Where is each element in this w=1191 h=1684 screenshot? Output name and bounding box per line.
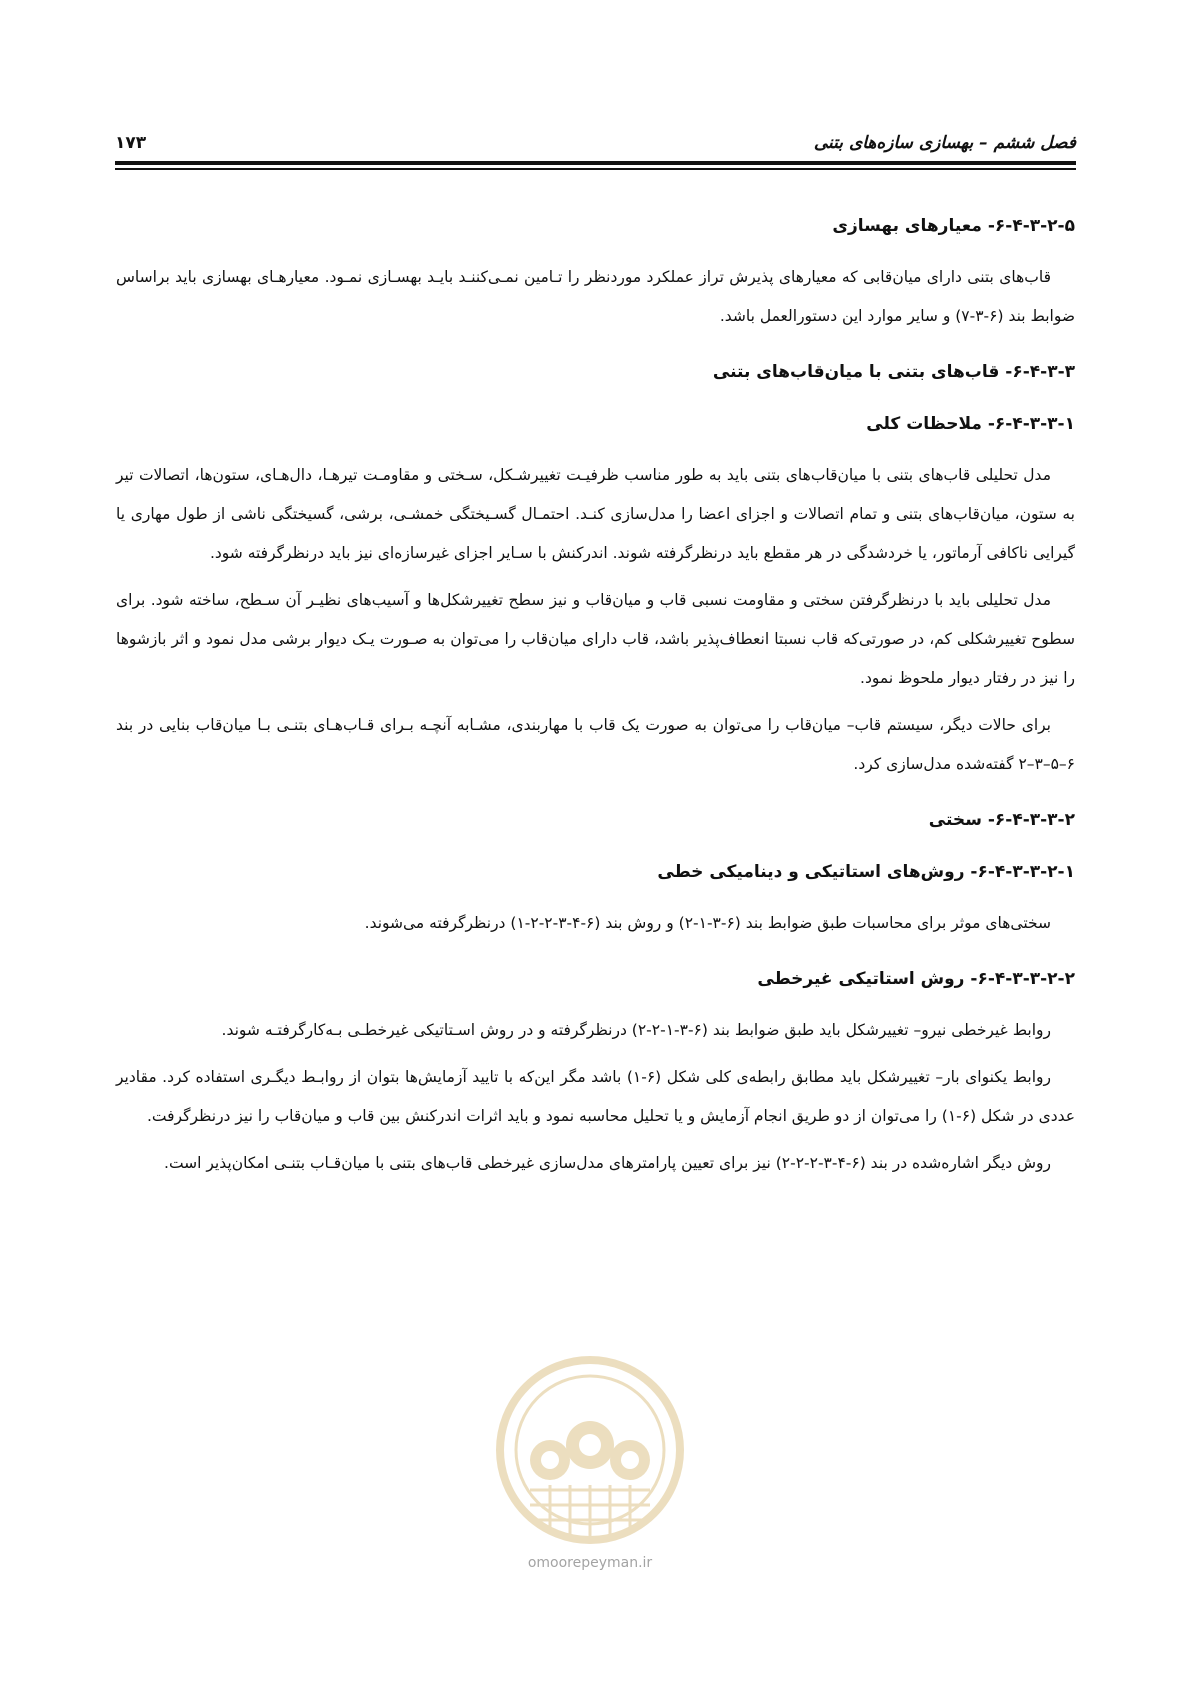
paragraph: برای حالات دیگر، سیستم قاب– میان‌قاب را می‌توان به صورت یک قاب با مهاربندی، مشـابه آنچـه بـرای قـاب‌هـای بتنـی بـا میان‌قاب بنایی در بند ۶–۵–۳–۲ گفته‌شده مدل‌سازی کرد.	[116, 716, 1075, 773]
running-header	[115, 128, 1076, 158]
body-content	[116, 210, 1075, 1203]
section-heading: ۶-۴-۳-۳- قاب‌های بتنی با میان‌قاب‌های بتنی	[712, 362, 1075, 382]
section-heading: ۶-۴-۳-۲-۵- معیارهای بهسازی	[832, 216, 1075, 236]
section-heading: ۶-۴-۳-۳-۲-۲- روش استاتیکی غیرخطی	[757, 969, 1075, 989]
chapter-title: فصل ششم – بهسازی سازه‌های بتنی	[813, 133, 1076, 153]
paragraph: سختی‌های موثر برای محاسبات طبق ضوابط بند (۶-۳-۱-۲) و روش بند (۶-۴-۳-۲-۲-۱) درنظرگرفته می‌شوند.	[364, 914, 1051, 932]
section-6-4-3-3-1	[116, 408, 1075, 784]
section-6-4-3-3-2	[116, 804, 1075, 836]
paragraph: روابط غیرخطی نیرو– تغییرشکل باید طبق ضوابط بند (۶-۳-۱-۲-۲) درنظرگرفته و در روش اسـتاتیکی غیرخطـی بـه‌کارگرفتـه شوند.	[221, 1021, 1051, 1039]
section-6-4-3-2-5	[116, 210, 1075, 336]
paragraph: مدل تحلیلی قاب‌های بتنی با میان‌قاب‌های بتنی باید به طور مناسب ظرفیـت تغییرشـکل، سـختی و مقاومـت تیرهـا، دال‌هـای، ستون‌ها، اتصالات تیر به ستون، میان‌قاب‌های بتنی و تمام اتصالات و اجزای اعضا را مدل‌سازی کنـد. احتمـال گسـیختگی خمشـی، برشی، گسیختگی ناشی از طول مهاری یا گیرایی ناکافی آرماتور، یا خردشدگی در هر مقطع باید درنظرگرفته شوند. اندرکنش با سـایر اجزای غیرسازه‌ای نیز باید درنظرگرفته شود.	[116, 466, 1075, 562]
header-rule-thick	[115, 161, 1076, 165]
paragraph: روابط یکنوای بار– تغییرشکل باید مطابق رابطه‌ی کلی شکل (۶-۱) باشد مگر این‌که با تایید آزمایش‌ها بتوان از روابـط دیگـری استفاده کرد. مقادیر عددی در شکل (۶-۱) را می‌توان از دو طریق انجام آزمایش و یا تحلیل محاسبه نمود و باید اثرات اندرکنش بین قاب و میان‌قاب را نیز درنظرگرفت.	[116, 1068, 1075, 1125]
section-heading: ۶-۴-۳-۳-۱- ملاحظات کلی	[866, 414, 1075, 434]
paragraph: مدل تحلیلی باید با درنظرگرفتن سختی و مقاومت نسبی قاب و میان‌قاب و نیز سطح تغییرشکل‌ها و آسیب‌های نظیـر آن سـطح، ساخته شود. برای سطوح تغییرشکلی کم، در صورتی‌که قاب نسبتا انعطاف‌پذیر باشد، قاب دارای میان‌قاب را می‌توان به صـورت یـک دیوار برشی مدل نمود و اثر بازشوها را نیز در رفتار دیوار ملحوظ نمود.	[116, 591, 1075, 687]
paragraph: روش دیگر اشاره‌شده در بند (۶-۴-۳-۲-۲-۲) نیز برای تعیین پارامترهای مدل‌سازی غیرخطی قاب‌های بتنی با میان‌قـاب بتنـی امکان‌پذیر است.	[164, 1154, 1051, 1172]
section-6-4-3-3	[116, 356, 1075, 388]
header-rule-thin	[115, 168, 1076, 170]
page-number: ۱۷۳	[115, 133, 147, 153]
watermark-caption: omoorepeyman.ir	[527, 1555, 653, 1571]
section-6-4-3-3-2-2	[116, 963, 1075, 1183]
section-heading: ۶-۴-۳-۳-۲- سختی	[928, 810, 1075, 830]
section-heading: ۶-۴-۳-۳-۲-۱- روش‌های استاتیکی و دینامیکی خطی	[657, 862, 1075, 882]
section-6-4-3-3-2-1	[116, 856, 1075, 943]
paragraph: قاب‌های بتنی دارای میان‌قابی که معیارهای پذیرش تراز عملکرد موردنظر را تـامین نمـی‌کننـد بایـد بهسـازی نمـود. معیارهـای بهسازی باید براساس ضوابط بند (۶-۳-۷) و سایر موارد این دستورالعمل باشد.	[116, 268, 1075, 325]
